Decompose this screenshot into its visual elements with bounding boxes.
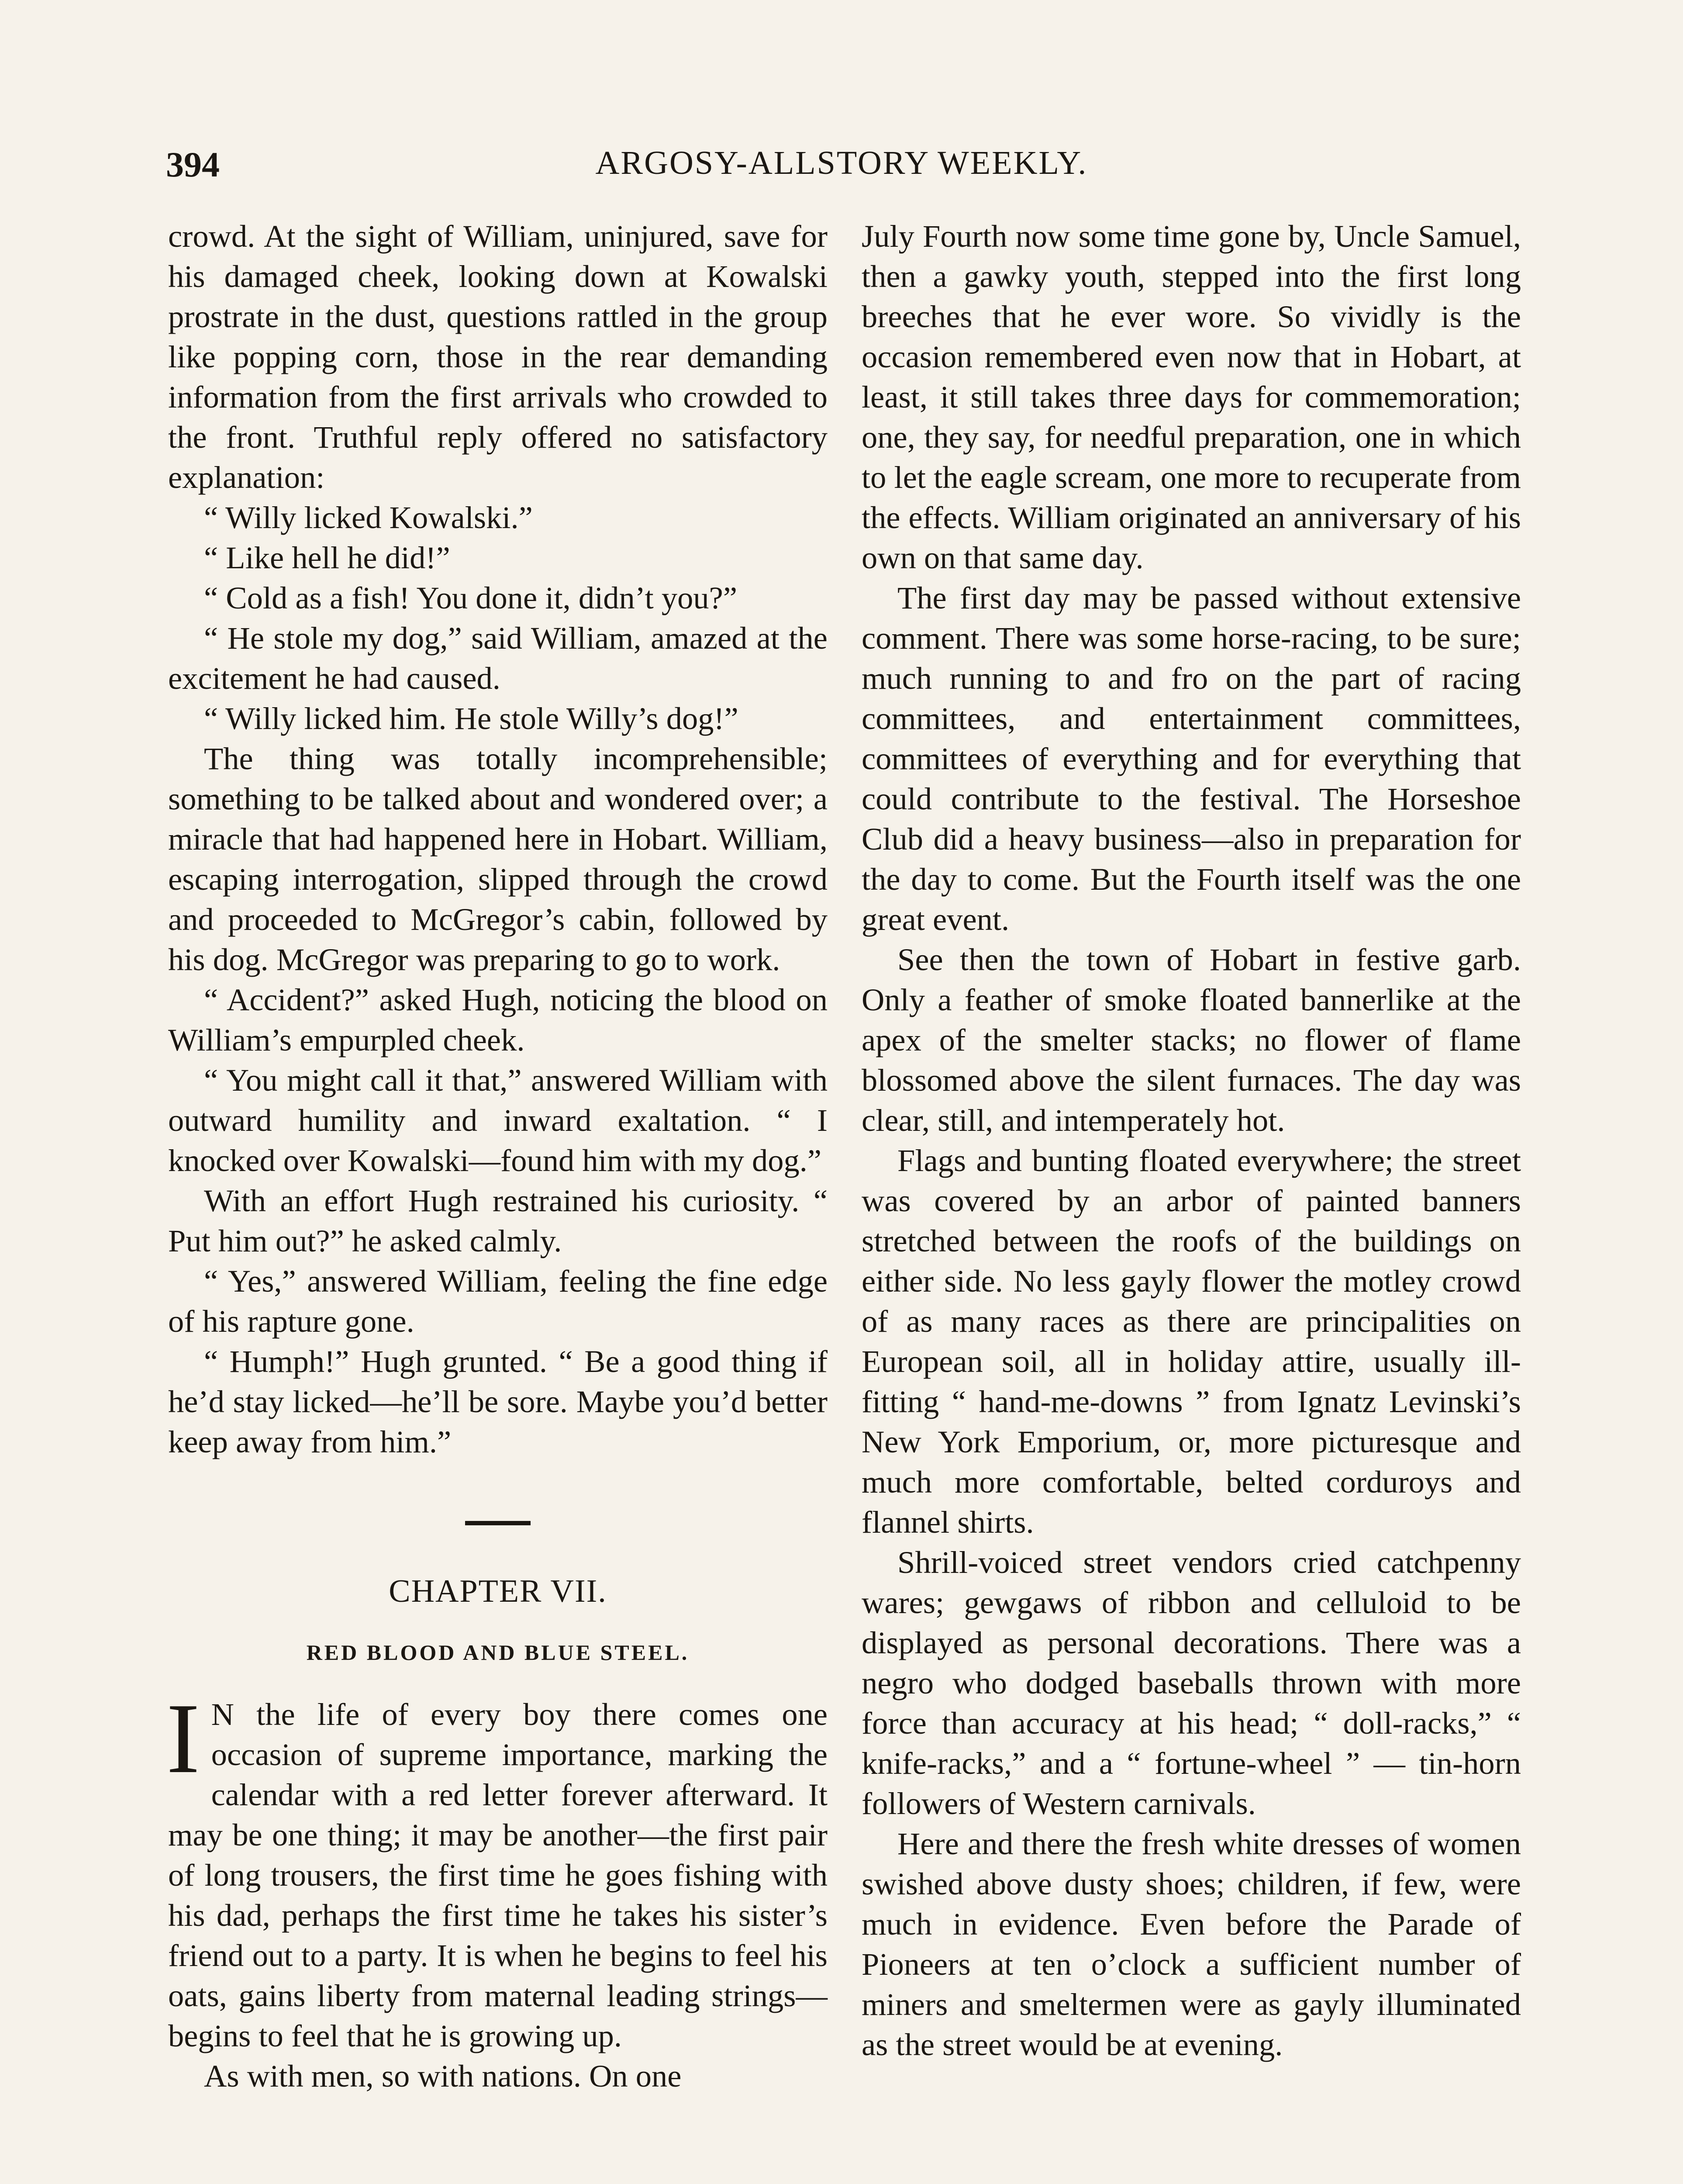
- page-header: [166, 144, 1517, 197]
- paragraph: See then the town of Hobart in festive garb. Only a feather of smoke floated bannerlike at the apex of the smelter stacks; no flower of flame blossomed above the silent furnaces. The day was clear, still, and intemperately hot.: [862, 942, 1521, 1138]
- paragraph: Shrill-voiced street vendors cried catchpenny wares; gewgaws of ribbon and celluloid to be displayed as personal decorations. There was a negro who dodged baseballs thrown with more force than accuracy at his head; “ doll-racks,” “ knife-racks,” and a “ fortune-wheel ” — tin-horn followers of Western carnivals.: [862, 1545, 1521, 1821]
- section-divider: [465, 1521, 531, 1525]
- chapter-opening-paragraph: [166, 1683, 828, 2056]
- paragraph: “ He stole my dog,” said William, amazed at the excitement he had caused.: [168, 620, 828, 696]
- drop-cap: I: [166, 1683, 200, 1794]
- paragraph: The thing was totally incomprehensible; something to be talked about and wondered over; a miracle that had happened here in Hobart. William, escaping interrogation, slipped through the crowd and proceeded to McGregor’s cabin, followed by his dog. McGregor was preparing to go to work.: [168, 741, 828, 977]
- paragraph: Flags and bunting floated everywhere; the street was covered by an arbor of painted banners stretched between the roofs of the buildings on either side. No less gayly flower the motley crowd of as many races as there are principalities on European soil, all in holiday attire, usually ill-fitting “ hand-me-downs ” from Ignatz Levinski’s New York Emporium, or, more picturesque and much more comfortable, belted corduroys and flannel shirts.: [862, 1143, 1521, 1540]
- page-number: 394: [166, 145, 220, 184]
- paragraph: Here and there the fresh white dresses of women swished above dusty shoes; children, if few, were much in evidence. Even before the Parade of Pioneers at ten o’clock a sufficient number of miners and smeltermen were as gayly illuminated as the street would be at evening.: [862, 1826, 1521, 2062]
- left-column: [168, 216, 828, 2096]
- paragraph: With an effort Hugh restrained his curiosity. “ Put him out?” he asked calmly.: [168, 1183, 828, 1258]
- paragraph: “ You might call it that,” answered William with outward humility and inward exaltation. “ I knocked over Kowalski—found him with my dog.”: [168, 1062, 828, 1178]
- paragraph: As with men, so with nations. On one: [204, 2058, 682, 2094]
- right-column: [862, 216, 1521, 2065]
- chapter-subtitle: RED BLOOD AND BLUE STEEL.: [306, 1640, 690, 1665]
- paragraph: crowd. At the sight of William, uninjured, save for his damaged cheek, looking down at Kowalski prostrate in the dust, questions rattled in the group like popping corn, those in the rear demanding information from the first arrivals who crowded to the front. Truthful reply offered no satisfactory explanation:: [168, 218, 828, 495]
- paragraph: “ Like hell he did!”: [204, 540, 450, 575]
- chapter-title: CHAPTER VII.: [389, 1573, 607, 1609]
- paragraph-text: N the life of every boy there comes one occasion of supreme importance, marking the calendar with a red letter forever afterward. It may be one thing; it may be another—the first pair of long trousers, the first time he goes fishing with his dad, perhaps the first time he takes his sister’s friend out to a party. It is when he begins to feel his oats, gains liberty from maternal leading strings—begins to feel that he is growing up.: [168, 1697, 828, 2053]
- running-head: ARGOSY-ALLSTORY WEEKLY.: [595, 145, 1088, 181]
- paragraph: “ Accident?” asked Hugh, noticing the blood on William’s empurpled cheek.: [168, 982, 828, 1057]
- paragraph: “ Cold as a fish! You done it, didn’t you?”: [204, 580, 737, 615]
- paragraph: “ Yes,” answered William, feeling the fine edge of his rapture gone.: [168, 1263, 828, 1339]
- paragraph: The first day may be passed without extensive comment. There was some horse-racing, to be sure; much running to and fro on the part of racing committees, and entertainment committees, committees of everything and for everything that could contribute to the festival. The Horseshoe Club did a heavy business—also in preparation for the day to come. But the Fourth itself was the one great event.: [862, 580, 1521, 937]
- paragraph: “ Willy licked Kowalski.”: [204, 500, 533, 535]
- paragraph: “ Willy licked him. He stole Willy’s dog!”: [204, 701, 738, 736]
- paragraph: July Fourth now some time gone by, Uncle Samuel, then a gawky youth, stepped into the first long breeches that he ever wore. So vividly is the occasion remembered even now that in Hobart, at least, it still takes three days for commemoration; one, they say, for needful preparation, one in which to let the eagle scream, one more to recuperate from the effects. William originated an anniversary of his own on that same day.: [862, 218, 1521, 575]
- paragraph: “ Humph!” Hugh grunted. “ Be a good thing if he’d stay licked—he’ll be sore. Maybe you’d better keep away from him.”: [168, 1344, 828, 1459]
